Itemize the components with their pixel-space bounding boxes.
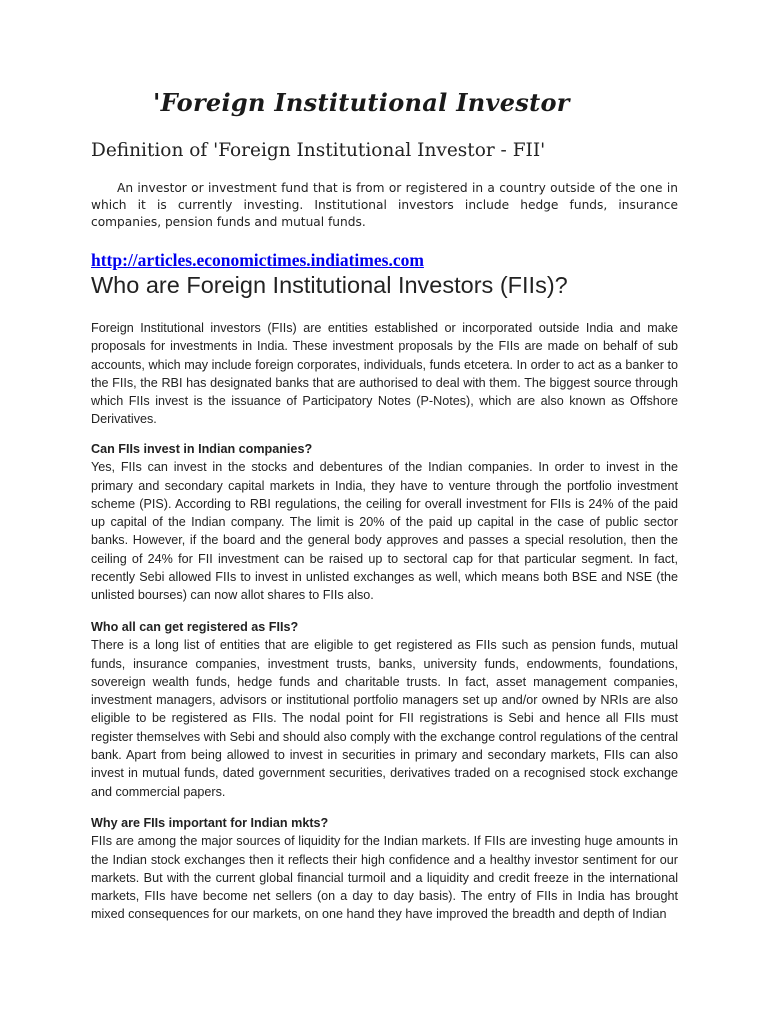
qa-question: Why are FIIs important for Indian mkts? [91,816,329,830]
qa-section [91,618,678,801]
section-heading: Who are Foreign Institutional Investors (FIIs)? [91,272,568,298]
qa-section [91,440,678,605]
intro-section [91,319,678,429]
qa-question: Can FIIs invest in Indian companies? [91,442,313,456]
qa-answer: FIIs are among the major sources of liquidity for the Indian markets. If FIIs are investing huge amounts in the Indian stock exchanges then it reflects their high confidence and a healthy investor sentiment for our markets. But with the current global financial turmoil and a liquidity and credit freeze in the international markets, FIIs have become net sellers (on a day to day basis). The entry of FIIs in India has brought mixed consequences for our markets, on one hand they have improved the breadth and depth of Indian [91,834,678,922]
qa-answer: There is a long list of entities that are eligible to get registered as FIIs such as pension funds, mutual funds, insurance companies, investment trusts, banks, university funds, endowments, foundations, sovereign wealth funds, hedge funds and charitable trusts. In fact, asset management companies, investment managers, advisors or institutional portfolio managers set up and/or owned by NRIs are also eligible to be registered as FIIs. The nodal point for FII registrations is Sebi and hence all FIIs must register themselves with Sebi and should also comply with the exchange control regulations of the central bank. Apart from being allowed to invest in securities in primary and secondary markets, FIIs can also invest in mutual funds, dated government securities, derivatives traded on a recognised stock exchange and commercial papers. [91,638,678,799]
definition-heading: Definition of 'Foreign Institutional Investor - FII' [91,140,546,161]
source-link[interactable]: http://articles.economictimes.indiatimes.com [91,250,424,270]
qa-question: Who all can get registered as FIIs? [91,620,299,634]
definition-paragraph: An investor or investment fund that is from or registered in a country outside of the one in which it is currently investing. Institutional investors include hedge funds, insurance companies, pension funds and mutual funds. [91,181,678,230]
qa-section [91,814,678,924]
qa-answer: Yes, FIIs can invest in the stocks and debentures of the Indian companies. In order to invest in the primary and secondary capital markets in India, they have to venture through the portfolio investment scheme (PIS). According to RBI regulations, the ceiling for overall investment for FIIs is 24% of the paid up capital of the Indian company. The limit is 20% of the paid up capital in the case of public sector banks. However, if the board and the general body approves and passes a special resolution, then the ceiling of 24% for FII investment can be raised up to sectoral cap for that particular segment. In fact, recently Sebi allowed FIIs to invest in unlisted exchanges as well, which means both BSE and NSE (the unlisted bourses) can now allot shares to FIIs also. [91,460,678,603]
intro-paragraph: Foreign Institutional investors (FIIs) are entities established or incorporated outside India and make proposals for investments in India. These investment proposals by the FIIs are made on behalf of sub accounts, which may include foreign corporates, individuals, funds etcetera. In order to act as a banker to the FIIs, the RBI has designated banks that are authorised to deal with them. The biggest source through which FIIs invest is the issuance of Participatory Notes (P-Notes), which are also known as Offshore Derivatives. [91,321,678,427]
document-title: 'Foreign Institutional Investor [153,88,570,117]
